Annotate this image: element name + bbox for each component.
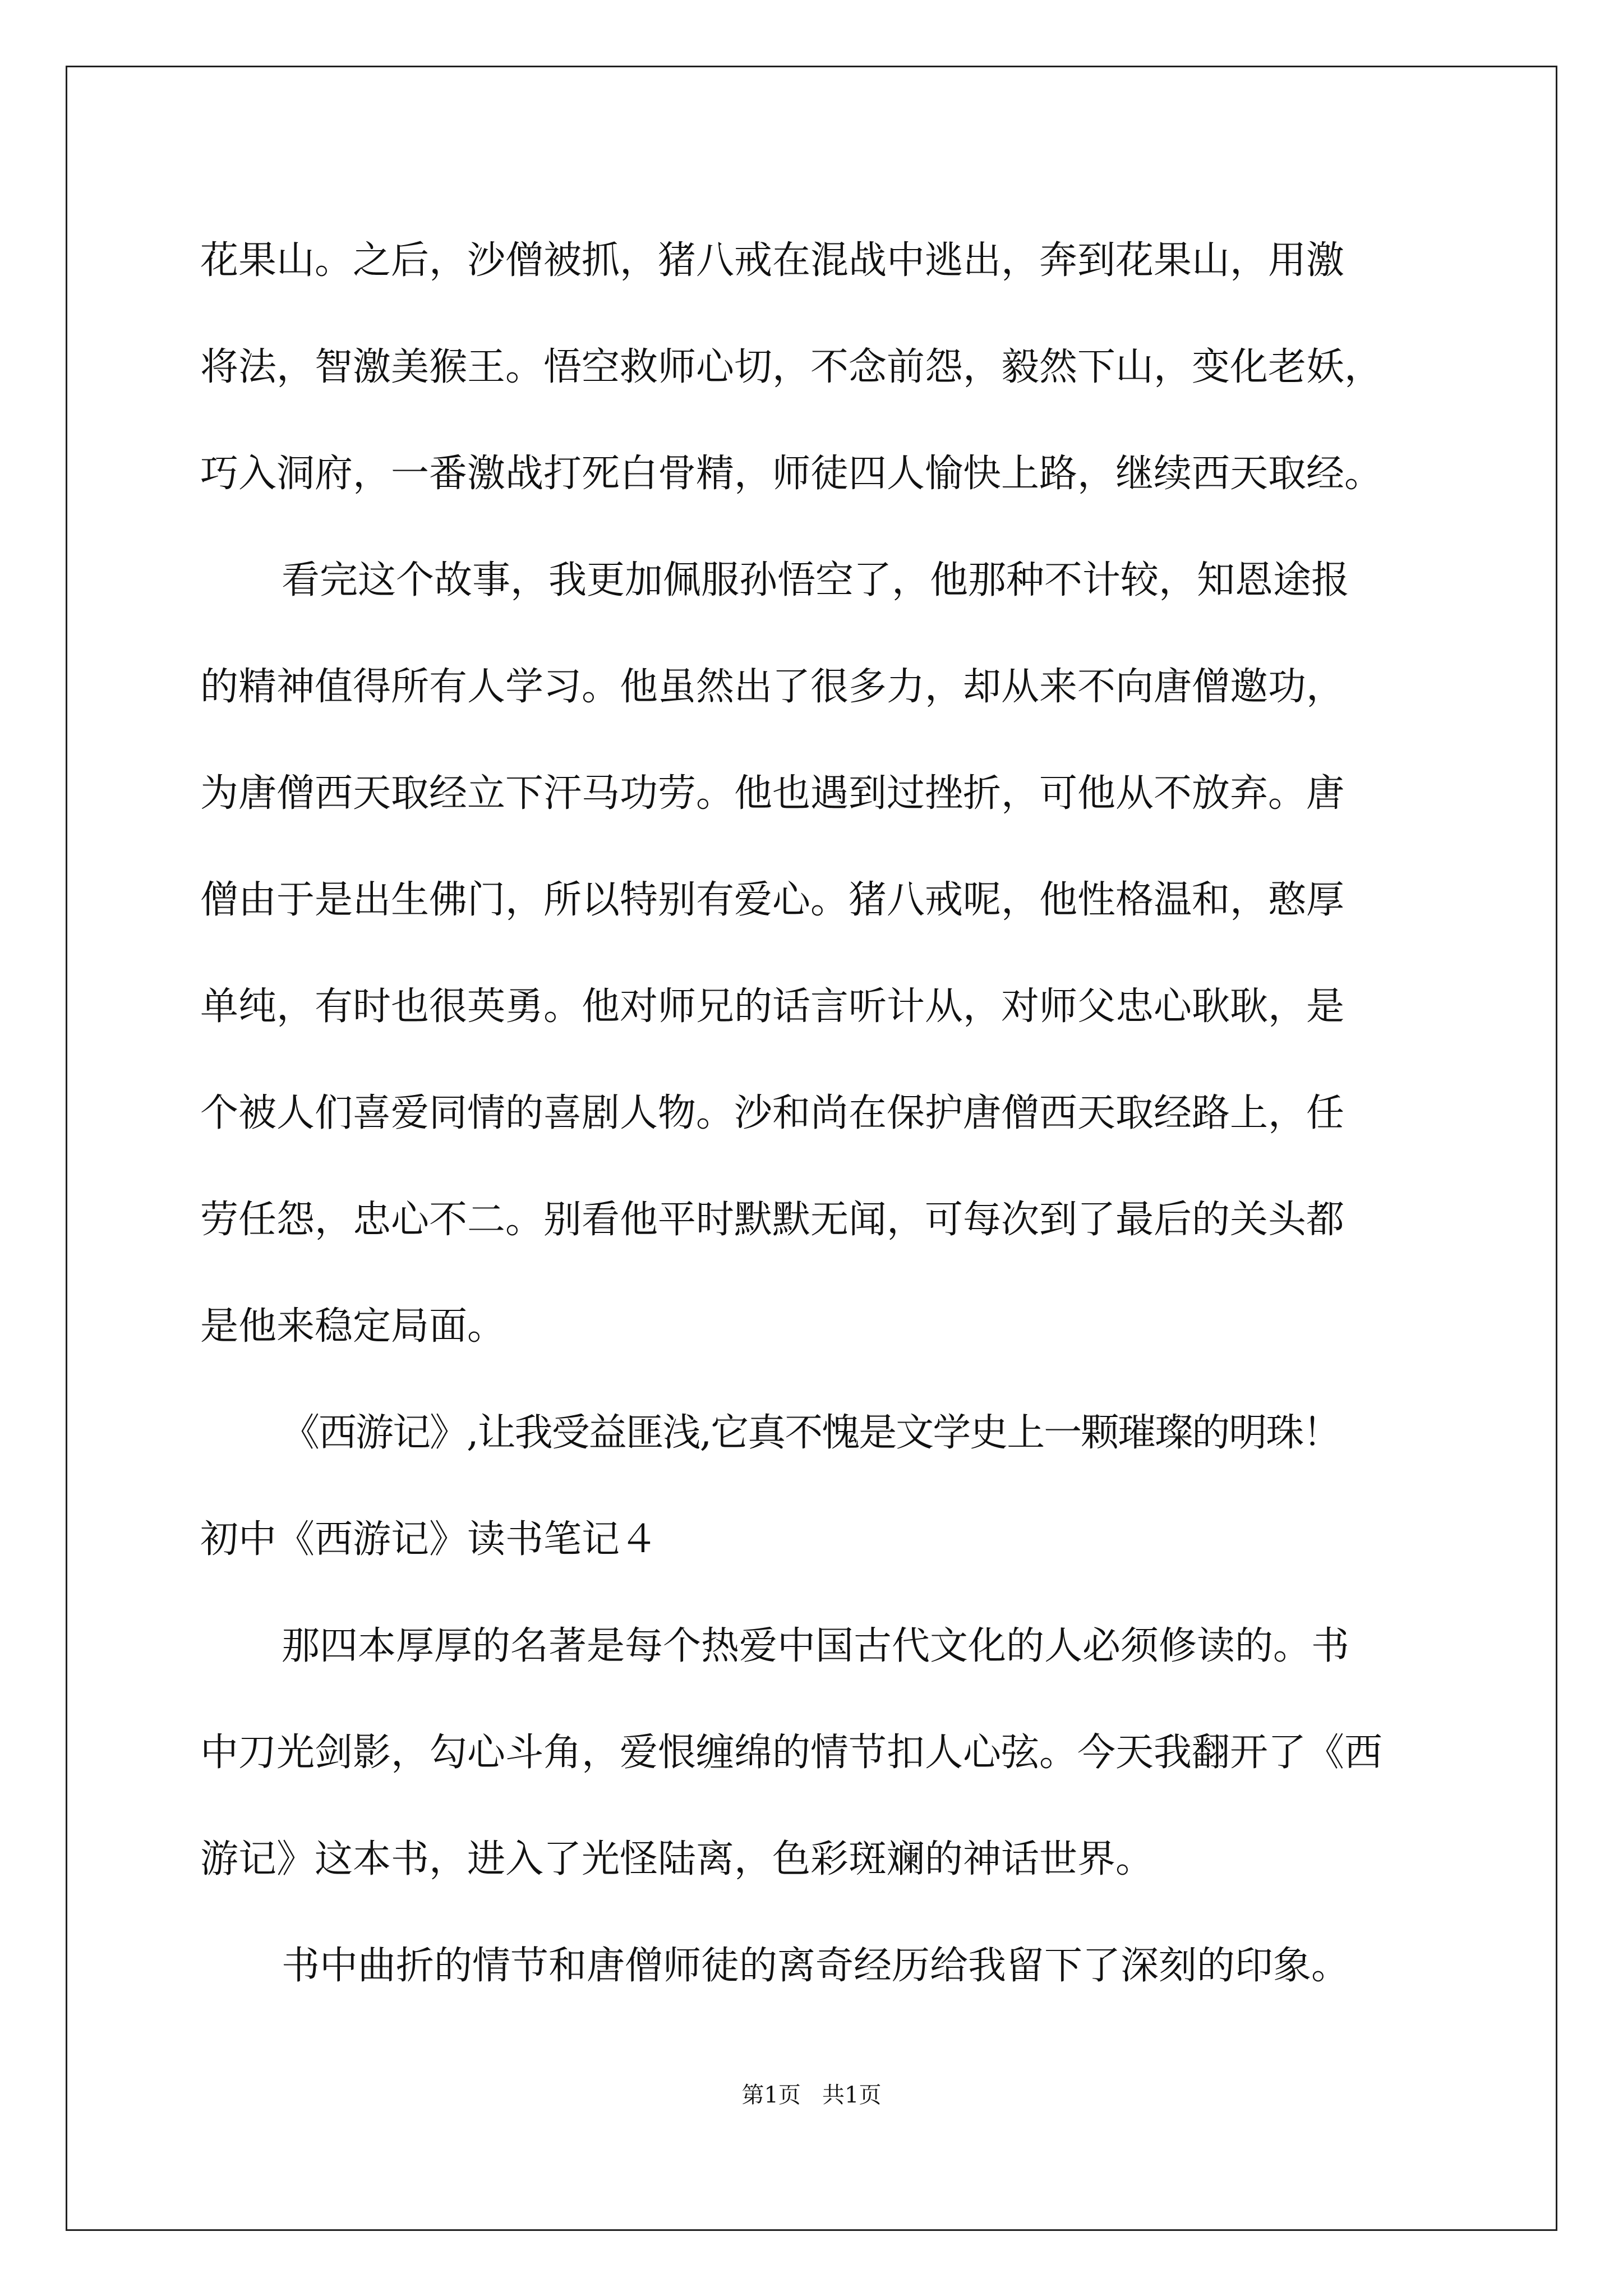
text-line: 游记》这本书，进入了光怪陆离，色彩斑斓的神话世界。 (200, 1837, 1154, 1881)
paragraph-start-line: 那四本厚厚的名著是每个热爱中国古代文化的人必须修读的。书 (282, 1624, 1350, 1668)
section-heading: 初中《西游记》读书笔记４ (200, 1517, 658, 1562)
text-line: 僧由于是出生佛门，所以特别有爱心。猪八戒呢，他性格温和，憨厚 (200, 878, 1345, 922)
text-line: 为唐僧西天取经立下汗马功劳。他也遇到过挫折，可他从不放弃。唐 (200, 771, 1345, 816)
paragraph-start-line: 书中曲折的情节和唐僧师徒的离奇经历给我留下了深刻的印象。 (282, 1944, 1350, 1988)
text-line: 花果山。之后，沙僧被抓，猪八戒在混战中逃出，奔到花果山，用激 (200, 238, 1345, 283)
text-line: 巧入洞府，一番激战打死白骨精，师徒四人愉快上路，继续西天取经。 (200, 452, 1383, 496)
text-line: 劳任怨，忠心不二。别看他平时默默无闻，可每次到了最后的关头都 (200, 1198, 1345, 1242)
text-line: 中刀光剑影，勾心斗角，爱恨缠绵的情节扣人心弦。今天我翻开了《西 (200, 1731, 1383, 1775)
text-line: 的精神值得所有人学习。他虽然出了很多力，却从来不向唐僧邀功， (200, 665, 1345, 709)
document-body (200, 208, 1423, 2019)
paragraph-start-line: 看完这个故事，我更加佩服孙悟空了，他那种不计较，知恩途报 (282, 558, 1350, 602)
text-line: 是他来稳定局面。 (200, 1304, 506, 1349)
text-line: 将法，智激美猴王。悟空救师心切，不念前怨，毅然下山，变化老妖， (200, 345, 1383, 389)
page-number-footer: 第1页 共1页 (741, 2082, 882, 2108)
text-line: 个被人们喜爱同情的喜剧人物。沙和尚在保护唐僧西天取经路上，任 (200, 1091, 1345, 1135)
paragraph-start-line: 《西游记》,让我受益匪浅,它真不愧是文学史上一颗璀璨的明珠！ (282, 1411, 1340, 1455)
text-line: 单纯，有时也很英勇。他对师兄的话言听计从，对师父忠心耿耿，是 (200, 984, 1345, 1029)
